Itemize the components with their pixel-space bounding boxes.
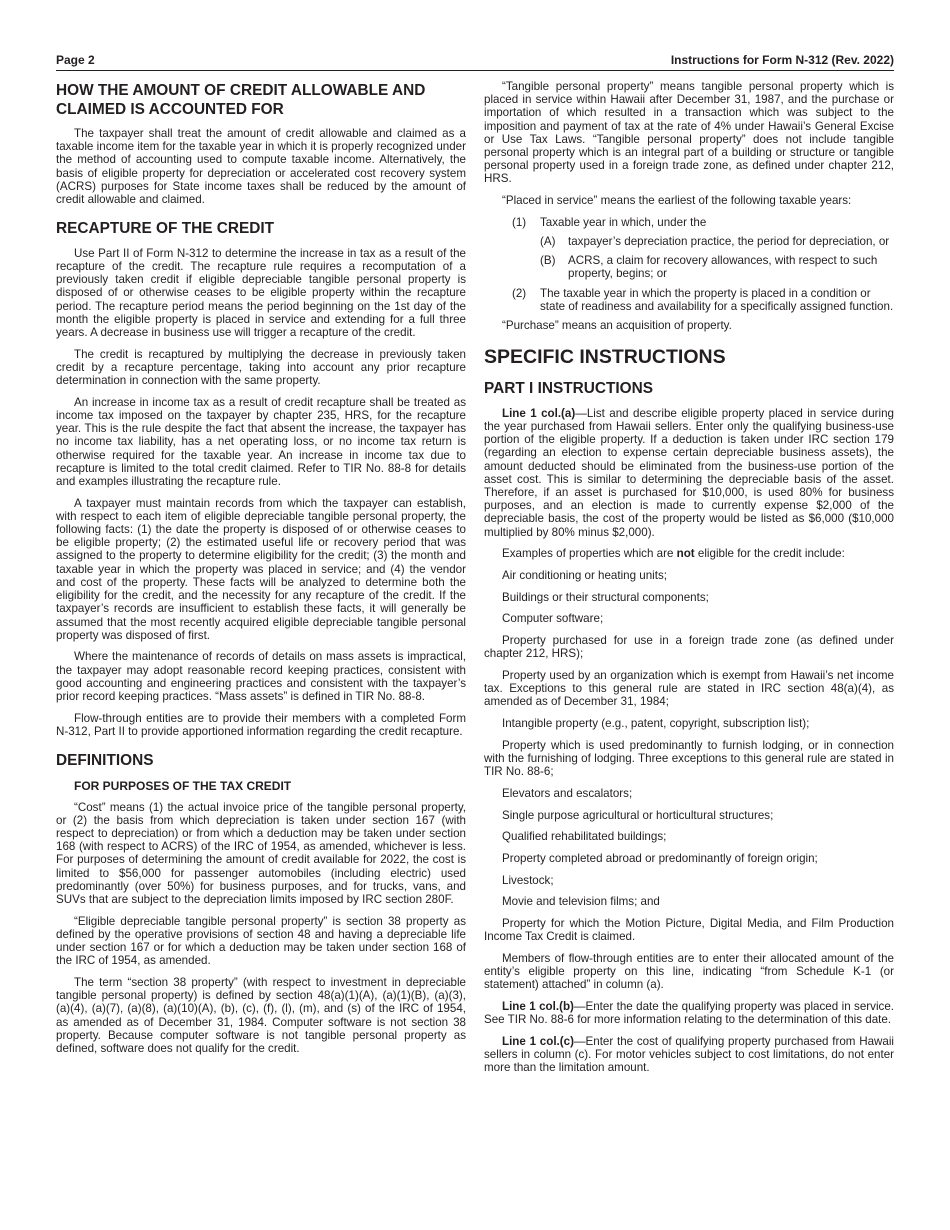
definition-tangible-property: “Tangible personal property” means tangible personal property which is placed in service within Hawaii after December 31, 1987, and the purchase or importation of which resulted in a transaction which was subject to the imposition and payment of tax at the rate of 4% under Hawaii’s General Excise or Use Tax Laws. “Tangible personal property” does not include tangible personal property which is an integral part of a building or structure or tangible personal property used in a foreign trade zone, as defined under chapter 212, HRS.	[484, 80, 894, 186]
line-1a-paragraph	[484, 407, 894, 539]
examples-intro-text: Examples of properties which are	[502, 547, 677, 561]
list-text: Taxable year in which, under the	[540, 215, 707, 229]
list-item	[484, 235, 894, 248]
list-text: ACRS, a claim for recovery allowances, with respect to such property, begins; or	[568, 254, 878, 281]
line-1a-text: —List and describe eligible property placed in service during the year purchased from Hawaii sellers. Enter only the qualifying business-use portion of the eligible property. If a deduction is taken under IRC section 179 (regarding an election to expense certain depreciable business assets), the amount deducted should be eliminated from the business-use portion of the asset cost. This is similar to determining the depreciable basis of the asset. Therefore, if an asset is purchased for $10,000, is used 80% for business purposes, and an election is made to currently expense $2,000 of the depreciable basis, the cost of the property would be listed as $6,000 ($10,000 multiplied by 80% minus $2,000).	[484, 406, 894, 539]
example-item: Livestock;	[502, 873, 554, 887]
examples-intro	[484, 547, 894, 560]
example-item: Movie and television films; and	[502, 895, 660, 909]
accounting-paragraph: The taxpayer shall treat the amount of credit allowable and claimed as a taxable income item for the taxable year in which it is properly recognized under the method of accounting used to compute taxable income. Alternatively, the basis of eligible property for depreciation or accelerated cost recovery system (ACRS) purposes for State income taxes shall be reduced by the amount of credit allowable and claimed.	[56, 127, 466, 207]
example-item: Intangible property (e.g., patent, copyright, subscription list);	[502, 717, 810, 731]
example-item: Buildings or their structural components;	[502, 590, 709, 604]
line-1b-text: —Enter the date the qualifying property was placed in service. See TIR No. 88-6 for more information relating to the determination of this date.	[484, 1000, 895, 1027]
list-text: The taxable year in which the property is placed in a condition or state of readiness and availability for a specifically assigned function.	[540, 286, 894, 313]
example-item: Property completed abroad or predominantly of foreign origin;	[502, 852, 818, 866]
example-item: Elevators and escalators;	[502, 786, 633, 800]
recapture-paragraph-1: Use Part II of Form N-312 to determine the increase in tax as a result of the recapture of the credit. The recapture rule requires a recomputation of a previously taken credit if eligible depreciable tangible personal property is disposed of or otherwise ceases to be eligible property within the recapture period. The recapture period means the period beginning on the 1st day of the month the eligible property is placed in service and extending for a full three years. A decrease in business use will trigger a recapture of the credit.	[56, 246, 466, 339]
example-item: Air conditioning or heating units;	[502, 568, 667, 582]
list-marker: (B)	[540, 254, 556, 268]
example-item: Qualified rehabilitated buildings;	[502, 830, 667, 844]
list-marker: (2)	[512, 286, 527, 300]
list-marker: (1)	[512, 215, 527, 229]
example-item: Computer software;	[502, 612, 604, 626]
list-text: taxpayer’s depreciation practice, the period for depreciation, or	[568, 235, 890, 249]
example-item: Property which is used predominantly to furnish lodging, or in connection with the furnishing of lodging. Three exceptions to this general rule are stated in TIR No. 88-6;	[484, 738, 894, 779]
example-item: Single purpose agricultural or horticultural structures;	[502, 808, 774, 822]
definition-eligible-property: “Eligible depreciable tangible personal property” is section 38 property as defined by the operative provisions of section 48 and having a depreciable life under section 167 or for which a deduction may be taken under section 168 of the IRC of 1954, as amended.	[56, 914, 466, 968]
line-1c-paragraph	[484, 1035, 894, 1075]
recapture-heading: RECAPTURE OF THE CREDIT	[56, 220, 275, 238]
definitions-subheading: FOR PURPOSES OF THE TAX CREDIT	[74, 778, 292, 793]
example-item: Property for which the Motion Picture, Digital Media, and Film Production Income Tax Credit is claimed.	[484, 917, 894, 944]
definition-purchase: “Purchase” means an acquisition of property.	[502, 319, 732, 333]
list-item	[484, 254, 894, 280]
line-1b-label: Line 1 col.(b)	[502, 1000, 574, 1014]
recapture-paragraph-6: Flow-through entities are to provide their members with a completed Form N-312, Part II to provide apportioned information regarding the credit recapture.	[56, 711, 466, 738]
line-1c-label: Line 1 col.(c)	[502, 1035, 574, 1049]
recapture-paragraph-5: Where the maintenance of records of details on mass assets is impractical, the taxpayer may adopt reasonable record keeping practices, consistent with good accounting and engineering practices and consistent with the taxpayer’s prior record keeping practices. “Mass assets” is defined in TIR No. 88-8.	[56, 650, 466, 704]
accounting-heading: HOW THE AMOUNT OF CREDIT ALLOWABLE AND CLAIMED IS ACCOUNTED FOR	[56, 82, 426, 118]
list-item	[484, 287, 894, 313]
line-1b-paragraph	[484, 1000, 894, 1026]
left-column	[56, 82, 466, 1064]
right-column	[484, 80, 894, 1083]
example-item: Property purchased for use in a foreign trade zone (as defined under chapter 212, HRS);	[484, 634, 894, 661]
definition-placed-in-service: “Placed in service” means the earliest of the following taxable years:	[502, 194, 852, 208]
examples-intro-emphasis: not	[676, 547, 695, 561]
specific-instructions-heading: SPECIFIC INSTRUCTIONS	[484, 346, 726, 369]
line-1c-text: —Enter the cost of qualifying property purchased from Hawaii sellers in column (c). For motor vehicles subject to cost limitations, do not enter more than the limitation amount.	[484, 1035, 894, 1075]
list-item	[484, 216, 894, 229]
page-header	[56, 53, 894, 71]
example-item: Property used by an organization which is exempt from Hawaii’s net income tax. Exceptions to this general rule are stated in IRC section 48(a)(4), as amended as of December 31, 1984;	[484, 669, 894, 709]
part-1-heading: PART I INSTRUCTIONS	[484, 380, 654, 398]
recapture-paragraph-3: An increase in income tax as a result of credit recapture shall be treated as income tax imposed on the taxpayer by chapter 235, HRS, for the recapture year. This is the rule despite the fact that absent the increase, the taxpayer has no income tax liability, has a net operating loss, or no income tax return is otherwise required for the taxable year. An increase in income tax due to recapture is limited to the total credit claimed. Refer to TIR No. 88-8 for details and examples illustrating the recapture rule.	[56, 395, 466, 488]
line-1a-label: Line 1 col.(a)	[502, 406, 576, 420]
definition-cost: “Cost” means (1) the actual invoice price of the tangible personal property, or (2) the basis from which depreciation is taken under section 167 (with respect to depreciation) or from which a deduction may be taken under section 168 (with respect to ACRS) of the IRC of 1954, as amended, whichever is less. For purposes of determining the amount of credit available for 2022, the cost is limited to $56,000 for passenger automobiles (including electric) used predominantly (over 50%) for business purposes, and for trucks, vans, and SUVs that are subject to the depreciation limits imposed by IRC section 280F.	[56, 800, 466, 907]
definition-section-38: The term “section 38 property” (with respect to investment in depreciable tangible personal property) is defined by section 48(a)(1)(A), (a)(1)(B), (a)(3), (a)(4), (a)(7), (a)(8), (a)(10)(A), (b), (c), (f), (l), (m), and (s) of the IRC of 1954, as amended as of December 31, 1984. Computer software is not section 38 property. Because computer software is not tangible personal property as defined, software does not qualify for the credit.	[56, 976, 466, 1056]
members-paragraph: Members of flow-through entities are to enter their allocated amount of the entity’s eligible property on this line, indicating “from Schedule K-1 (or statement) attached” in column (a).	[484, 952, 894, 992]
examples-intro-text-end: eligible for the credit include:	[694, 547, 845, 561]
form-title: Instructions for Form N-312 (Rev. 2022)	[670, 53, 894, 67]
recapture-paragraph-2: The credit is recaptured by multiplying the decrease in previously taken credit by a recapture percentage, taking into account any prior recapture determination in connection with the same property.	[56, 347, 466, 388]
definitions-heading: DEFINITIONS	[56, 752, 154, 770]
list-marker: (A)	[540, 235, 556, 249]
recapture-paragraph-4: A taxpayer must maintain records from which the taxpayer can establish, with respect to each item of eligible depreciable tangible personal property, the following facts: (1) the date the property is disposed of or otherwise ceases to be eligible property; (2) the estimated useful life or recovery period that was assigned to the property to determine eligibility for the credit; (3) the month and taxable year in which the property was placed in service; and (4) the vendor and cost of the property. These facts will be analyzed to determine both the eligibility for the credit, and the necessity for any recapture of the credit. If the taxpayer’s records are insufficient to establish these facts, it will generally be assumed that the most recently acquired eligible depreciable tangible personal property was disposed of first.	[56, 496, 466, 642]
page-number: Page 2	[56, 53, 95, 67]
